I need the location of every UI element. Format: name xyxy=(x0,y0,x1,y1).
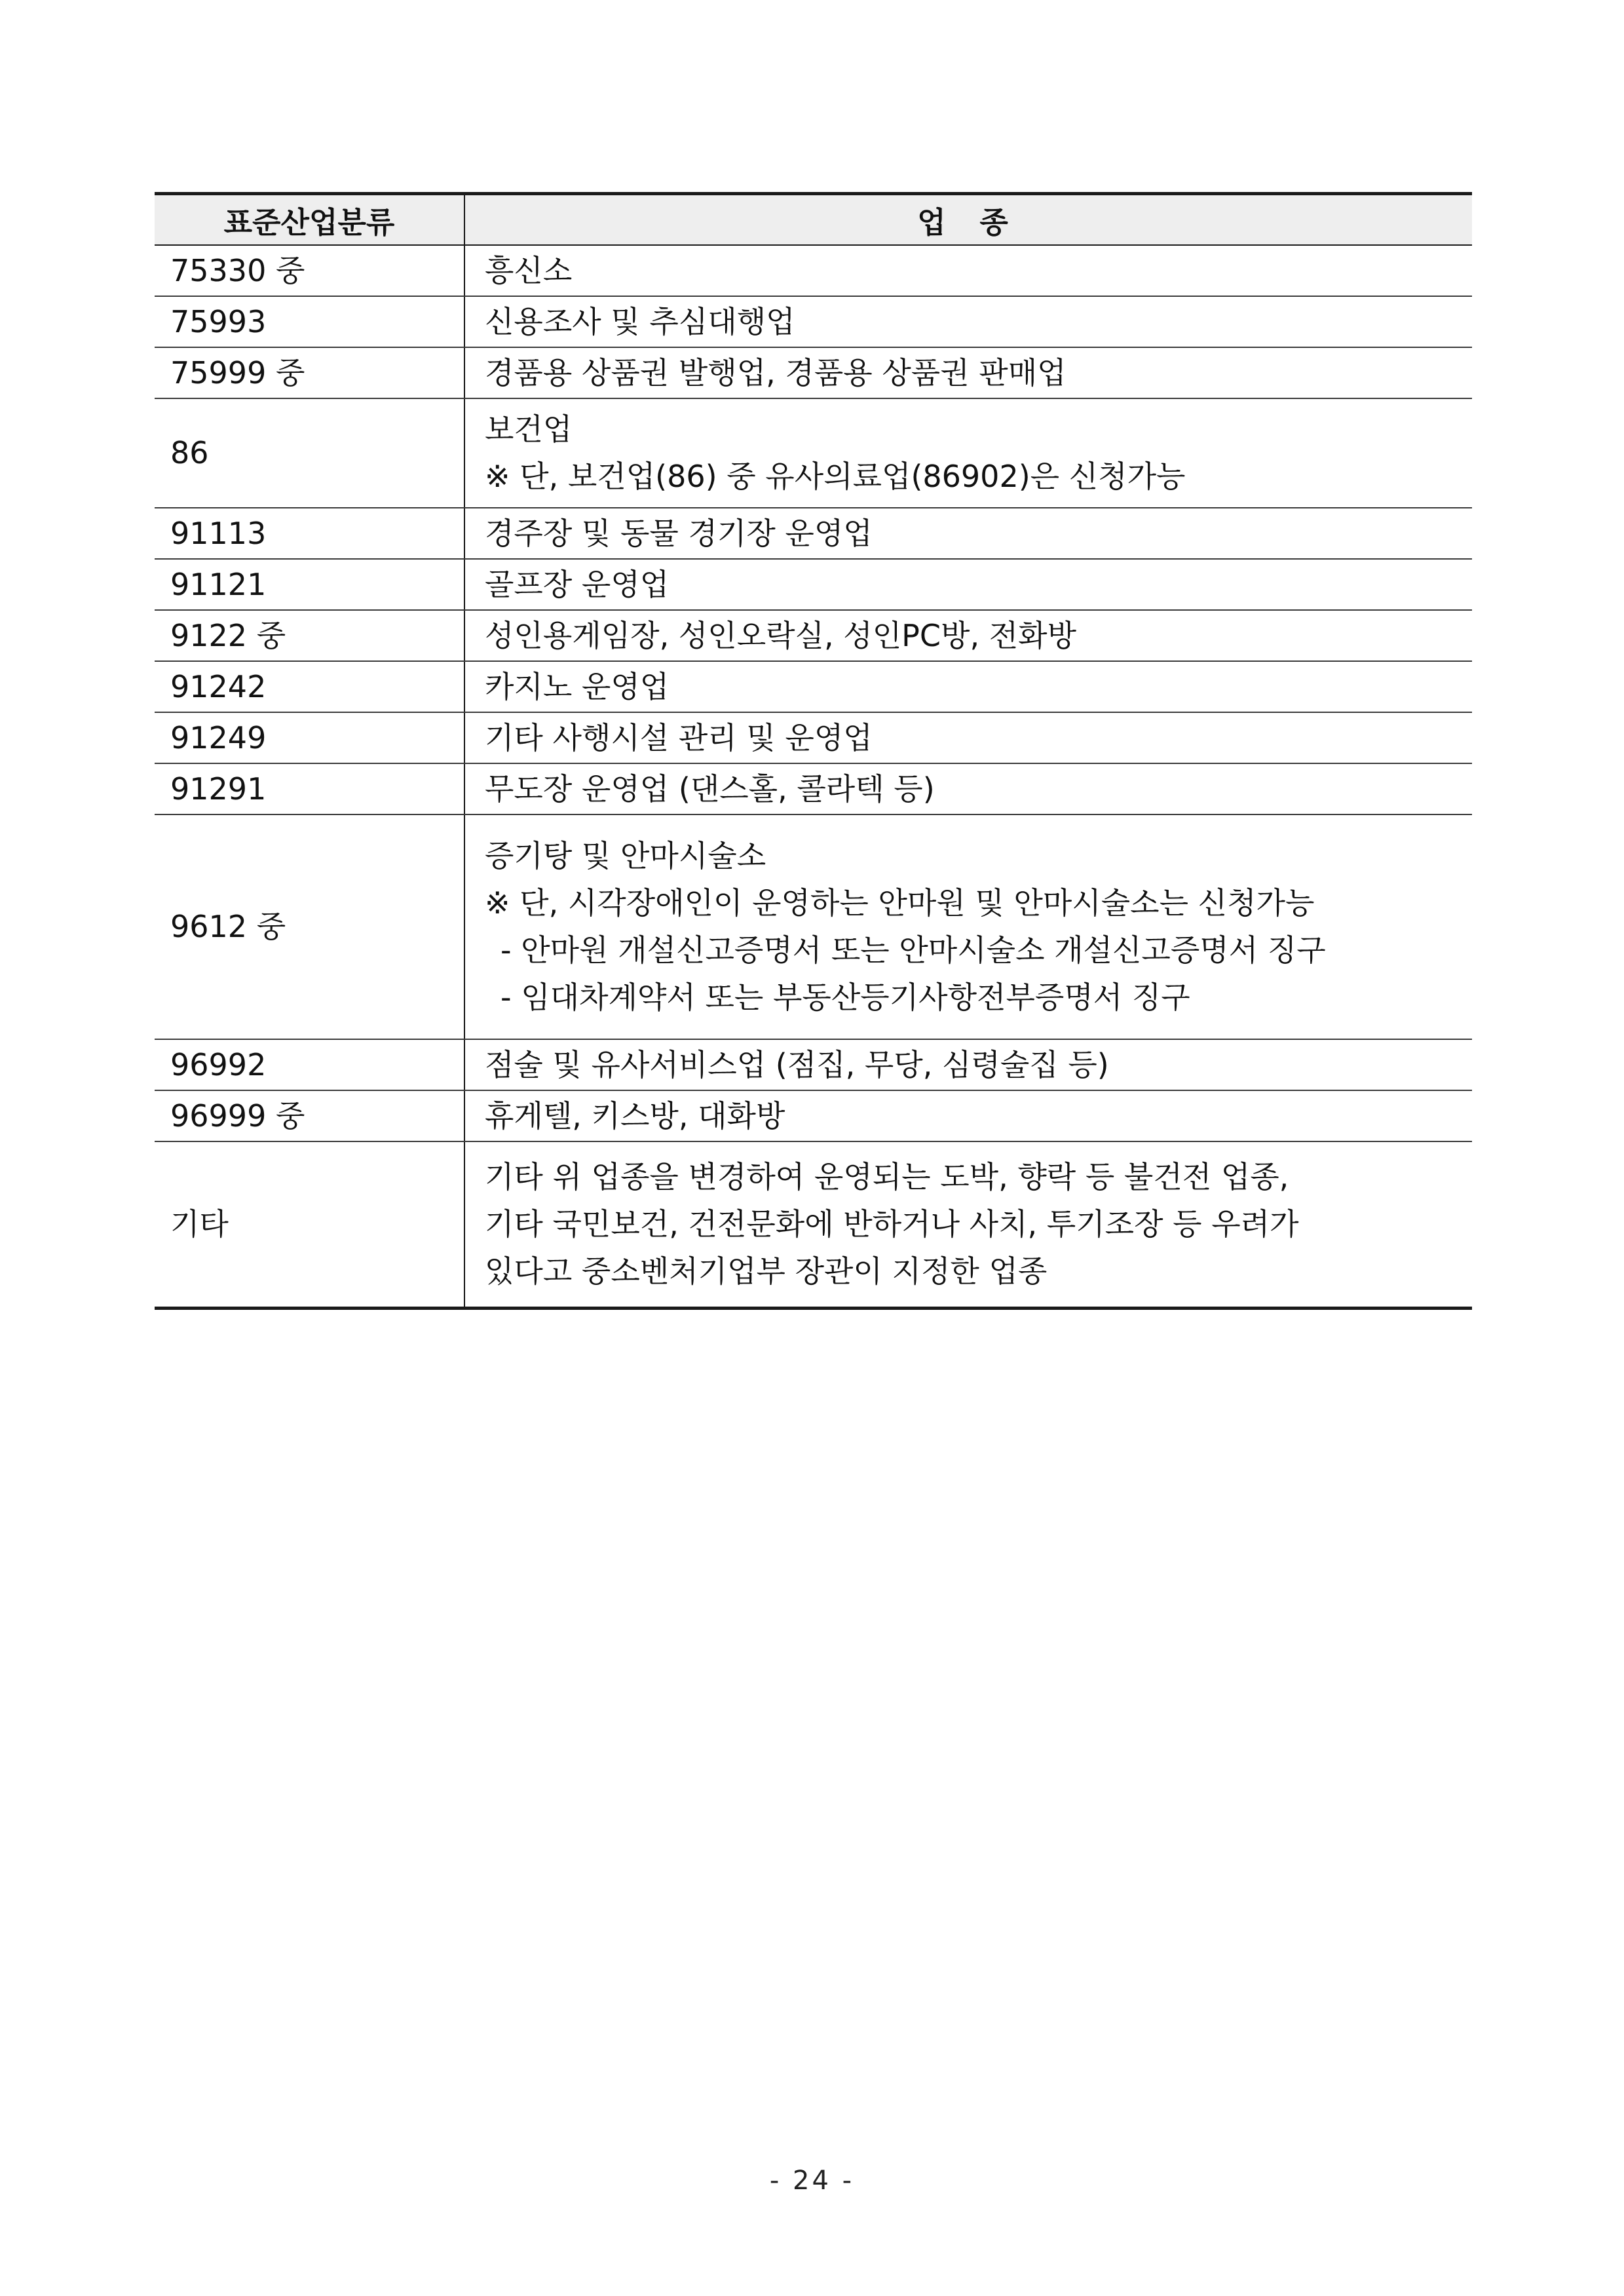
industry-code-cell: 91242 xyxy=(155,661,464,712)
business-type-line: 증기탕 및 안마시술소 xyxy=(485,838,766,873)
required-document-item: - 안마원 개설신고증명서 또는 안마시술소 개설신고증명서 징구 xyxy=(500,932,1326,968)
table-row xyxy=(155,296,1472,347)
business-type-cell xyxy=(464,1090,1472,1141)
table-header-row xyxy=(155,194,1472,245)
business-type-cell xyxy=(464,661,1472,712)
required-document-item: - 임대차계약서 또는 부동산등기사항전부증명서 징구 xyxy=(500,980,1190,1015)
industry-code-cell: 75330 중 xyxy=(155,245,464,296)
business-type-line: 흥신소 xyxy=(485,252,573,288)
business-type-cell xyxy=(464,559,1472,610)
industry-code-cell: 91249 xyxy=(155,712,464,763)
business-type-cell xyxy=(464,1141,1472,1309)
table-row xyxy=(155,347,1472,398)
business-type-line: 휴게텔, 키스방, 대화방 xyxy=(485,1098,785,1134)
table-row xyxy=(155,1141,1472,1309)
page-number: - 24 - xyxy=(769,2166,855,2196)
table-row xyxy=(155,661,1472,712)
business-type-cell xyxy=(464,1039,1472,1090)
industry-code-cell: 9612 중 xyxy=(155,814,464,1039)
industry-code-cell: 75999 중 xyxy=(155,347,464,398)
header-industry-code: 표준산업분류 xyxy=(155,194,464,245)
business-type-line: 기타 위 업종을 변경하여 운영되는 도박, 향락 등 불건전 업종, xyxy=(485,1159,1289,1195)
business-type-line: 경주장 및 동물 경기장 운영업 xyxy=(485,515,873,551)
table-row xyxy=(155,508,1472,559)
industry-code-cell: 96992 xyxy=(155,1039,464,1090)
table-row xyxy=(155,763,1472,814)
business-type-cell xyxy=(464,245,1472,296)
business-type-cell xyxy=(464,296,1472,347)
table-row xyxy=(155,814,1472,1039)
business-type-line: 무도장 운영업 (댄스홀, 콜라텍 등) xyxy=(485,771,935,807)
business-type-line: 있다고 중소벤처기업부 장관이 지정한 업종 xyxy=(485,1253,1048,1290)
industry-code-cell: 96999 중 xyxy=(155,1090,464,1141)
business-type-line: 기타 사행시설 관리 및 운영업 xyxy=(485,719,873,756)
industry-code-cell: 9122 중 xyxy=(155,610,464,661)
table-row xyxy=(155,559,1472,610)
business-type-line: 점술 및 유사서비스업 (점집, 무당, 심령술집 등) xyxy=(485,1046,1109,1082)
business-type-line: 보건업 xyxy=(485,411,573,447)
table-row xyxy=(155,398,1472,508)
business-type-line: 기타 국민보건, 건전문화에 반하거나 사치, 투기조장 등 우려가 xyxy=(485,1206,1299,1242)
business-type-cell xyxy=(464,712,1472,763)
table-row xyxy=(155,712,1472,763)
business-type-line: 카지노 운영업 xyxy=(485,668,670,704)
header-business-type: 업 종 xyxy=(464,194,1472,245)
table-row xyxy=(155,1039,1472,1090)
business-type-cell xyxy=(464,508,1472,559)
industry-code-cell: 86 xyxy=(155,398,464,508)
industry-code-cell: 기타 xyxy=(155,1141,464,1309)
table-row xyxy=(155,245,1472,296)
business-type-cell xyxy=(464,763,1472,814)
business-type-line: 신용조사 및 추심대행업 xyxy=(485,303,795,339)
exception-note: ※ 단, 시각장애인이 운영하는 안마원 및 안마시술소는 신청가능 xyxy=(485,885,1315,921)
business-type-cell xyxy=(464,398,1472,508)
industry-code-cell: 91291 xyxy=(155,763,464,814)
business-type-line: 경품용 상품권 발행업, 경품용 상품권 판매업 xyxy=(485,354,1067,391)
business-type-line: 골프장 운영업 xyxy=(485,566,670,602)
business-type-cell xyxy=(464,814,1472,1039)
industry-code-cell: 91121 xyxy=(155,559,464,610)
business-type-cell xyxy=(464,610,1472,661)
table-row xyxy=(155,1090,1472,1141)
table-row xyxy=(155,610,1472,661)
business-type-line: 성인용게임장, 성인오락실, 성인PC방, 전화방 xyxy=(485,617,1077,653)
restricted-industry-table xyxy=(155,192,1472,1310)
business-type-cell xyxy=(464,347,1472,398)
industry-code-cell: 91113 xyxy=(155,508,464,559)
industry-code-cell: 75993 xyxy=(155,296,464,347)
exception-note: ※ 단, 보건업(86) 중 유사의료업(86902)은 신청가능 xyxy=(485,459,1186,494)
